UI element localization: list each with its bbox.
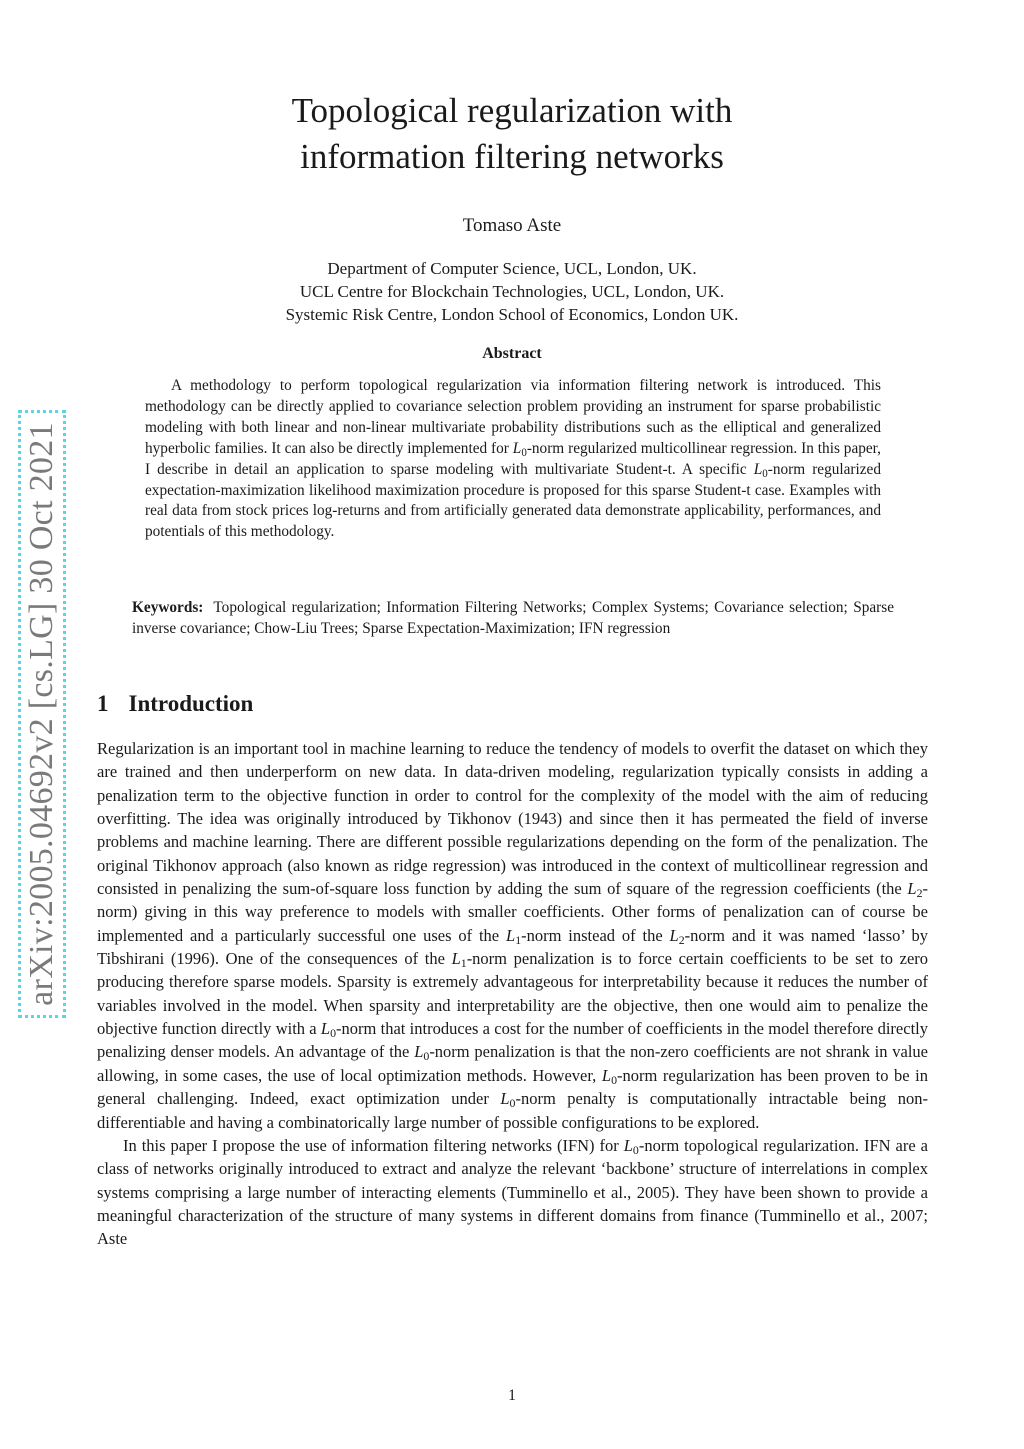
intro-paragraph-1: Regularization is an important tool in machine learning to reduce the tendency of models to overfit the dataset on which they are trained and then underperform on new data. In data-driven modeling, regularization typically consists in adding a penalization term to the objective function in order to control for the complexity of the model with the aim of reducing overfitting. The idea was originally introduced by Tikhonov (1943) and since then it has permeated the field of inverse problems and machine learning. There are different possible regularizations depending on the form of the penalization. The original Tikhonov approach (also known as ridge regression) was introduced in the context of multicollinear regression and consisted in penalizing the sum-of-square loss function by adding the sum of square of the regression coefficients (the $L_2-norm$) giving in this way preference to models with smaller coefficients. Other forms of penalization can of course be implemented and a particularly successful one uses of the $L_1$-norm instead of the $L_2$-norm and it was named ‘lasso’ by Tibshirani (1996). One of the consequences of the $L_1$-norm penalization is to force certain coefficients to be set to zero producing therefore sparse models. Sparsity is extremely advantageous for interpretability because it reduces the number of variables involved in the model. When sparsity and interpretability are the objective, then one would aim to penalize the objective function directly with a $L_0$-norm that introduces a cost for the number of coefficients in the model therefore directly penalizing denser models. An advantage of the $L_0$-norm penalization is that the non-zero coefficients are not shrank in value allowing, in some cases, the use of local optimization methods. However, $L_0$-norm regularization has been proven to be in general challenging. Indeed, exact optimization under $L_0$-norm penalty is computationally intractable being non-differentiable and having a combinatorically large number of possible configurations to be explored. (97, 739, 929, 1132)
title-line-1: Topological regularization with (291, 91, 733, 130)
section-number: 1 (97, 691, 109, 716)
affiliation-line: Department of Computer Science, UCL, London, UK. (327, 259, 697, 278)
abstract-heading: Abstract (482, 345, 542, 362)
intro-paragraph-2: In this paper I propose the use of information filtering networks (IFN) for $L_0$-norm topological regularization. IFN are a class of networks originally introduced to extract and analyze the relevant ‘backbone’ structure of interrelations in complex systems comprising a large number of interacting elements (Tumminello et al., 2005). They have been shown to provide a meaningful characterization of the structure of many systems in different domains from finance (Tumminello et al., 2007; Aste (97, 1135, 928, 1249)
arxiv-stamp (18, 410, 66, 1018)
affiliation-line: UCL Centre for Blockchain Technologies, UCL, London, UK. (299, 282, 725, 301)
title-line-2: information filtering networks (300, 137, 724, 176)
section-heading-introduction (97, 691, 253, 717)
paper-title (150, 88, 874, 180)
introduction-body (97, 737, 928, 1251)
page-number: 1 (508, 1387, 516, 1404)
author-name: Tomaso Aste (462, 215, 562, 236)
arxiv-identifier: arXiv:2005.04692v2 [cs.LG] 30 Oct 2021 (23, 422, 60, 1006)
affiliations (150, 257, 874, 326)
affiliation-line: Systemic Risk Centre, London School of Economics, London UK. (285, 305, 739, 324)
keywords-label: Keywords: (132, 599, 204, 616)
section-title: Introduction (128, 691, 254, 716)
keywords (132, 598, 894, 640)
abstract-text: A methodology to perform topological regularization via information filtering network is introduced. This methodology can be directly applied to covariance selection problem providing an instrument for sparse probabilistic modeling with both linear and non-linear multivariate probability distributions such as the elliptical and generalized hyperbolic families. It can also be directly implemented for $L_0$-norm regularized multicollinear regression. In this paper, I describe in detail an application to sparse modeling with multivariate Student-t. A specific $L_0$-norm regularized expectation-maximization likelihood maximization procedure is proposed for this sparse Student-t case. Examples with real data from stock prices log-returns and from artificially generated data demonstrate applicability, performances, and potentials of this methodology. (145, 377, 881, 541)
keywords-text: Topological regularization; Information Filtering Networks; Complex Systems; Covariance selection; Sparse inverse covariance; Chow-Liu Trees; Sparse Expectation-Maximization; IFN regression (132, 599, 894, 637)
